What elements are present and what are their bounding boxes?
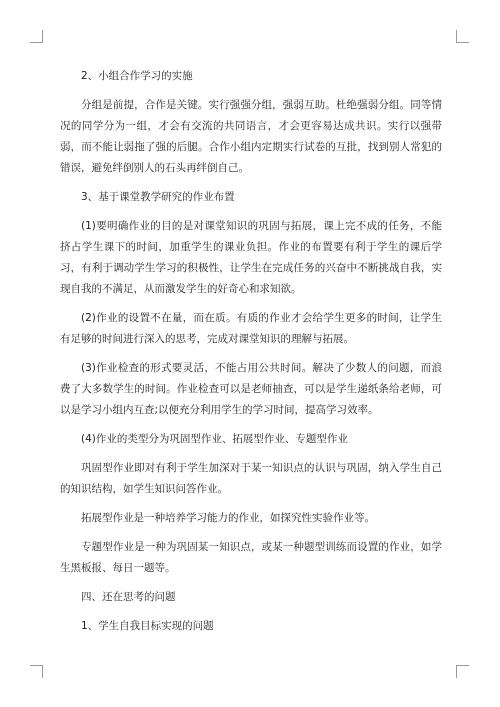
- paragraph: (3)作业检查的形式要灵活，不能占用公共时间。解决了少数人的问题，而浪费了大多数学生的时间。作业检查可以是老师抽查，可以是学生递纸条给老师，可以是学习小组内互查;以便充分利用学生的学习时间，提高学习效率。: [60, 362, 442, 416]
- crop-mark-top-right: [456, 30, 469, 43]
- section-heading: 四、还在思考的问题: [81, 591, 176, 603]
- crop-mark-bottom-left: [30, 665, 43, 678]
- paragraph: (1)要明确作业的目的是对课堂知识的巩固与拓展，课上完不成的任务，不能挤占学生课下的时间，加重学生的课业负担。作业的布置要有利于学生的课后学习，有利于调动学生学习的积极性，让学生在完成任务的兴奋中不断挑战自我，实现自我的不满足，从而激发学生的好奇心和求知欲。: [60, 220, 442, 295]
- paragraph: 拓展型作业是一种培养学习能力的作业，如探究性实验作业等。: [81, 512, 375, 524]
- section-heading: 3、基于课堂教学研究的作业布置: [81, 191, 235, 203]
- section-heading: 2、小组合作学习的实施: [81, 70, 193, 82]
- document-body: [60, 66, 442, 645]
- crop-mark-top-left: [30, 30, 43, 43]
- subsection-heading: 1、学生自我目标实现的问题: [81, 620, 214, 632]
- paragraph: 专题型作业是一种为巩固某一知识点，或某一种题型训练而设置的作业，如学生黑板报、每日一题等。: [60, 541, 442, 574]
- crop-mark-bottom-right: [456, 665, 469, 678]
- paragraph: 分组是前提，合作是关键。实行强强分组，强弱互助。杜绝强弱分组。同等情况的同学分为一组，才会有交流的共同语言，才会更容易达成共识。实行以强带弱，而不能让弱拖了强的后腿。合作小组内定期实行试卷的互批，找到别人常犯的错误，避免绊倒别人的石头再绊倒自己。: [60, 99, 442, 174]
- paragraph: (4)作业的类型分为巩固型作业、拓展型作业、专题型作业: [81, 433, 348, 445]
- paragraph: (2)作业的设置不在量，而在质。有质的作业才会给学生更多的时间，让学生有足够的时间进行深入的思考，完成对课堂知识的理解与拓展。: [60, 312, 442, 345]
- paragraph: 巩固型作业即对有利于学生加深对于某一知识点的认识与巩固，纳入学生自己的知识结构，如学生知识问答作业。: [60, 462, 442, 495]
